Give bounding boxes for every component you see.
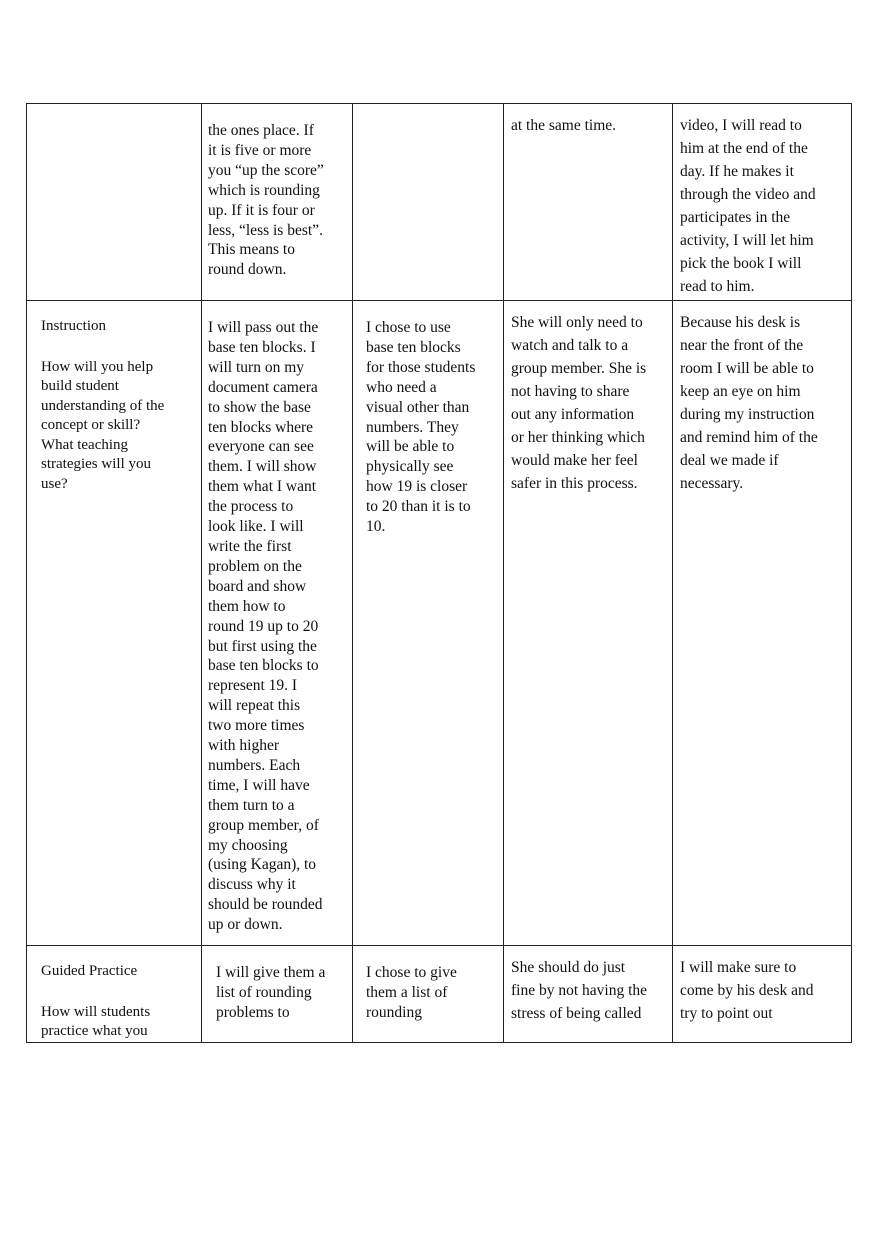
rationale-cell <box>353 104 504 301</box>
activity-text: I will pass out the base ten blocks. I will turn on my document camera to show the base ten blocks where everyone can see them. I will show them what I want the process to look like. I will write the first problem on the board and show them how to round 19 up to 20 but first using the base ten blocks to represent 19. I will repeat this two more times with higher numbers. Each time, I will have them turn to a group member, of my choosing (using Kagan), to discuss why it should be rounded up or down. <box>208 319 323 934</box>
student-a-cell <box>504 946 673 1043</box>
student-a-cell <box>504 104 673 301</box>
rationale-cell <box>353 301 504 946</box>
row-label-cell <box>27 104 202 301</box>
rationale-text <box>353 104 503 121</box>
row-label-cell <box>27 301 202 946</box>
row-prompt: How will you help build student understanding of the concept or skill? What teaching strategies will you use? <box>41 358 165 492</box>
activity-cell <box>202 301 353 946</box>
table-row-continued <box>27 104 852 301</box>
student-a-cell <box>504 301 673 946</box>
rationale-text: I chose to use base ten blocks for those students who need a visual other than numbers. They will be able to physically see how 19 is closer to 20 than it is to 10. <box>366 319 476 536</box>
row-prompt: How will students practice what you <box>41 1003 151 1039</box>
student-b-text: Because his desk is near the front of the room I will be able to keep an eye on him during my instruction and remind him of the deal we made if necessary. <box>680 314 818 492</box>
student-a-text: at the same time. <box>511 117 617 134</box>
row-label: Guided Practice <box>41 963 138 979</box>
rationale-cell <box>353 946 504 1043</box>
student-b-text: video, I will read to him at the end of the day. If he makes it through the video and participates in the activity, I will let him pick the book I will read to him. <box>680 117 816 295</box>
student-b-text: I will make sure to come by his desk and try to point out <box>680 959 814 1022</box>
table-row-instruction <box>27 301 852 946</box>
lesson-plan-table <box>26 103 852 1043</box>
activity-text: I will give them a list of rounding problems to <box>216 964 326 1021</box>
rationale-text: I chose to give them a list of rounding <box>366 964 457 1021</box>
activity-text: the ones place. If it is five or more you “up the score” which is rounding up. If it is four or less, “less is best”. This means to round down. <box>208 122 324 279</box>
student-b-cell <box>673 301 852 946</box>
student-b-cell <box>673 104 852 301</box>
student-b-cell <box>673 946 852 1043</box>
row-label: Instruction <box>41 318 106 334</box>
row-label <box>27 104 201 120</box>
student-a-text: She should do just fine by not having the stress of being called <box>511 959 648 1022</box>
table-row-guided-practice <box>27 946 852 1043</box>
activity-cell <box>202 104 353 301</box>
row-label-cell <box>27 946 202 1043</box>
student-a-text: She will only need to watch and talk to a group member. She is not having to share out any information or her thinking which would make her feel safer in this process. <box>511 314 647 492</box>
row-prompt <box>27 125 201 141</box>
activity-cell <box>202 946 353 1043</box>
